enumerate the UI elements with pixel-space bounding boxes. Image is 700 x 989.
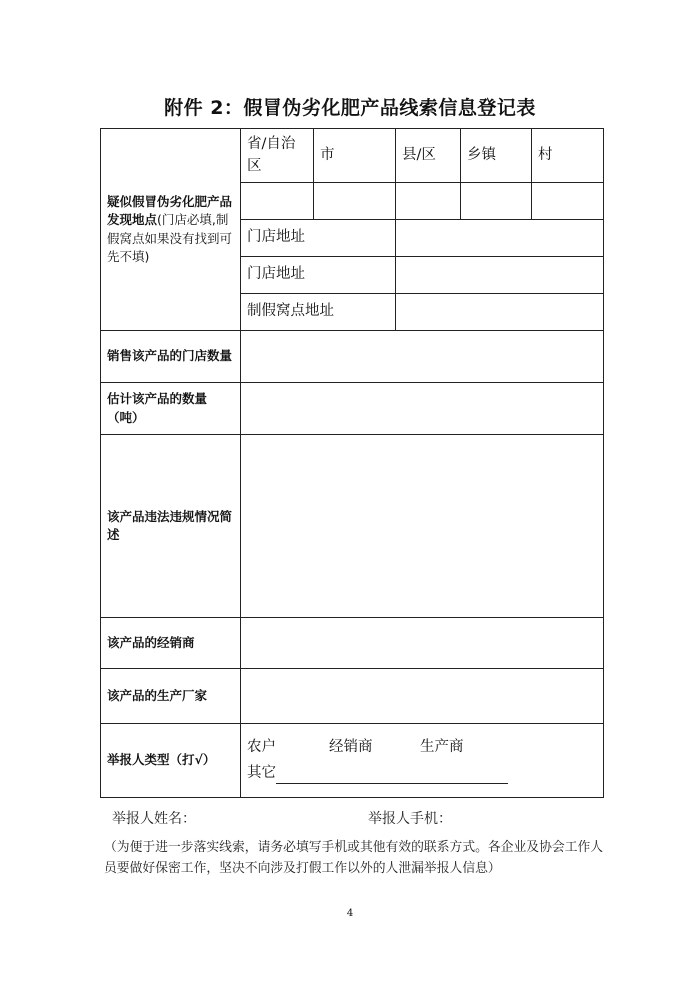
- village-header: 村: [532, 129, 604, 183]
- other-blank-line[interactable]: [276, 767, 508, 784]
- store-address-field-1[interactable]: [396, 220, 604, 257]
- county-field[interactable]: [396, 183, 461, 220]
- option-producer[interactable]: 生产商: [420, 739, 464, 756]
- store-count-field[interactable]: [241, 331, 604, 383]
- town-header: 乡镇: [461, 129, 532, 183]
- registration-form-table: [100, 128, 604, 798]
- store-address-label-1: 门店地址: [241, 220, 396, 257]
- village-field[interactable]: [532, 183, 604, 220]
- confidentiality-notice: （为便于进一步落实线索，请务必填写手机或其他有效的联系方式。各企业及协会工作人员要做好保密工作，坚决不向涉及打假工作以外的人泄漏举报人信息）: [104, 840, 604, 876]
- location-label-note: (门店必填,制假窝点如果没有找到可先不填): [107, 212, 233, 264]
- county-header: 县/区: [396, 129, 461, 183]
- store-count-label: 销售该产品的门店数量: [101, 331, 241, 383]
- page-number: 4: [346, 908, 354, 919]
- violation-description-label: 该产品违法违规情况简述: [101, 435, 241, 618]
- reporter-name-label: 举报人姓名：: [112, 811, 196, 827]
- violation-description-field[interactable]: [241, 435, 604, 618]
- city-header: 市: [314, 129, 396, 183]
- reporter-type-options: [241, 724, 604, 798]
- option-dealer[interactable]: 经销商: [329, 739, 373, 756]
- factory-address-field[interactable]: [396, 294, 604, 331]
- reporter-type-label: 举报人类型（打√）: [101, 724, 241, 798]
- town-field[interactable]: [461, 183, 532, 220]
- reporter-phone-label: 举报人手机：: [368, 811, 452, 827]
- store-address-field-2[interactable]: [396, 257, 604, 294]
- manufacturer-label: 该产品的生产厂家: [101, 669, 241, 724]
- manufacturer-field[interactable]: [241, 669, 604, 724]
- option-farmer[interactable]: 农户: [247, 739, 276, 756]
- estimated-quantity-label: 估计该产品的数量（吨）: [101, 383, 241, 435]
- page-title: 附件 2：假冒伪劣化肥产品线索信息登记表: [164, 97, 536, 119]
- distributor-label: 该产品的经销商: [101, 618, 241, 669]
- province-field[interactable]: [241, 183, 314, 220]
- city-field[interactable]: [314, 183, 396, 220]
- option-other[interactable]: 其它: [247, 764, 276, 781]
- estimated-quantity-field[interactable]: [241, 383, 604, 435]
- location-label: 疑似假冒伪劣化肥产品发现地点: [107, 194, 233, 228]
- location-label-cell: [101, 129, 241, 331]
- store-address-label-2: 门店地址: [241, 257, 396, 294]
- distributor-field[interactable]: [241, 618, 604, 669]
- factory-address-label: 制假窝点地址: [241, 294, 396, 331]
- province-header: 省/自治区: [241, 129, 314, 183]
